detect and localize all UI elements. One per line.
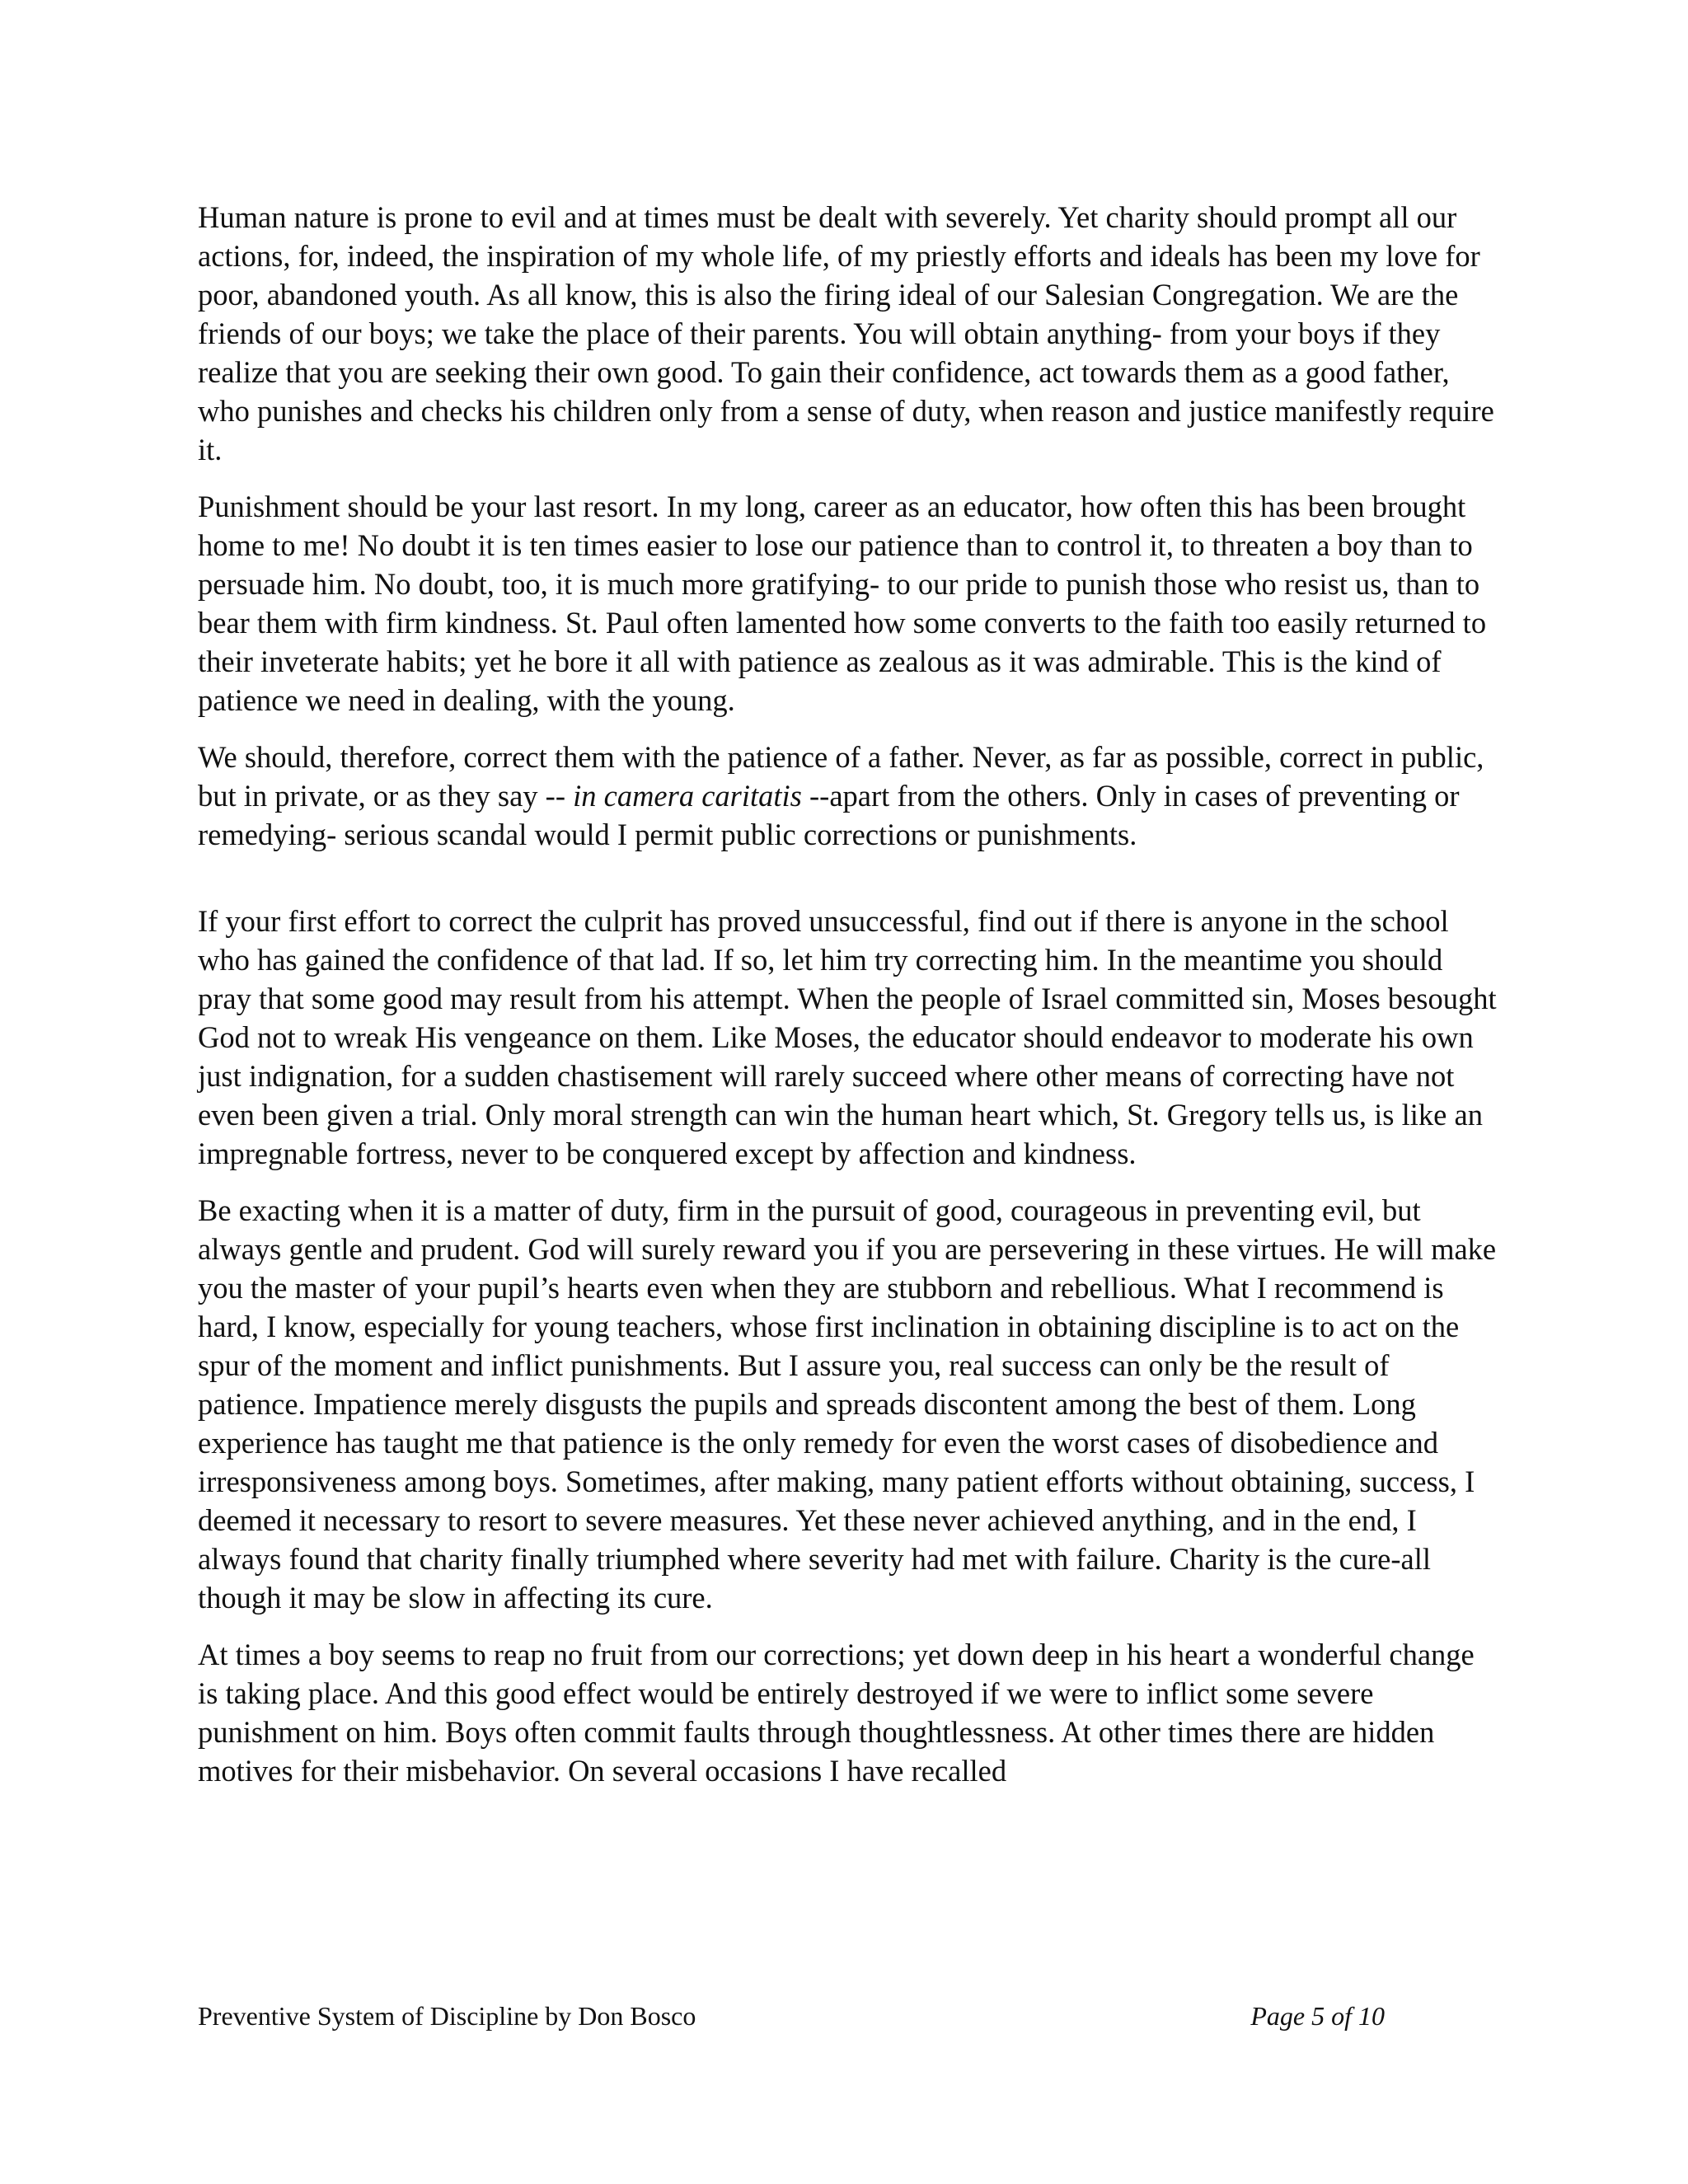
paragraph-3 [198,738,1500,854]
document-body [198,198,1500,1808]
paragraph-3-text-before: We should, therefore, correct them with the patience of a father. Never, as far as possible, correct in public, but in private, or as they say -- [198,740,1484,813]
footer-page-number: Page 5 of 10 [1250,2001,1385,2031]
paragraph-6: At times a boy seems to reap no fruit from our corrections; yet down deep in his heart a wonderful change is taking place. And this good effect would be entirely destroyed if we were to inflict some severe punishment on him. Boys often commit faults through thoughtlessness. At other times there are hidden motives for their misbehavior. On several occasions I have recalled [198,1638,1475,1788]
paragraph-3-text-after: --apart from the others. Only in cases of preventing or remedying- serious scandal would I permit public corrections or punishments. [198,779,1460,851]
footer-document-title: Preventive System of Discipline by Don Bosco [198,2001,696,2031]
paragraph-1: Human nature is prone to evil and at times must be dealt with severely. Yet charity should prompt all our actions, for, indeed, the inspiration of my whole life, of my priestly efforts and ideals has been my love for poor, abandoned youth. As all know, this is also the firing ideal of our Salesian Congregation. We are the friends of our boys; we take the place of their parents. You will obtain anything- from your boys if they realize that you are seeking their own good. To gain their confidence, act towards them as a good father, who punishes and checks his children only from a sense of duty, when reason and justice manifestly require it. [198,200,1494,466]
paragraph-2: Punishment should be your last resort. In my long, career as an educator, how often this has been brought home to me! No doubt it is ten times easier to lose our patience than to control it, to threaten a boy than to persuade him. No doubt, too, it is much more gratifying- to our pride to punish those who resist us, than to bear them with firm kindness. St. Paul often lamented how some converts to the faith too easily returned to their inveterate habits; yet he bore it all with patience as zealous as it was admirable. This is the kind of patience we need in dealing, with the young. [198,490,1487,717]
paragraph-4: If your first effort to correct the culprit has proved unsuccessful, find out if there is anyone in the school who has gained the confidence of that lad. If so, let him try correcting him. In the meantime you should pray that some good may result from his attempt. When the people of Israel committed sin, Moses besought God not to wreak His vengeance on them. Like Moses, the educator should endeavor to moderate his own just indignation, for a sudden chastisement will rarely succeed where other means of correcting have not even been given a trial. Only moral strength can win the human heart which, St. Gregory tells us, is like an impregnable fortress, never to be conquered except by affection and kindness. [198,904,1497,1170]
paragraph-5: Be exacting when it is a matter of duty, firm in the pursuit of good, courageous in preventing evil, but always gentle and prudent. God will surely reward you if you are persevering in these virtues. He will make you the master of your pupil’s hearts even when they are stubborn and rebellious. What I recommend is hard, I know, especially for young teachers, whose first inclination in obtaining discipline is to act on the spur of the moment and inflict punishments. But I assure you, real success can only be the result of patience. Impatience merely disgusts the pupils and spreads discontent among the best of them. Long experience has taught me that patience is the only remedy for even the worst cases of disobedience and irresponsiveness among boys. Sometimes, after making, many patient efforts without obtaining, success, I deemed it necessary to resort to severe measures. Yet these never achieved anything, and in the end, I always found that charity finally triumphed where severity had met with failure. Charity is the cure-all though it may be slow in affecting its cure. [198,1193,1497,1615]
latin-phrase: in camera caritatis [573,779,802,813]
page-footer [198,1998,1385,2034]
